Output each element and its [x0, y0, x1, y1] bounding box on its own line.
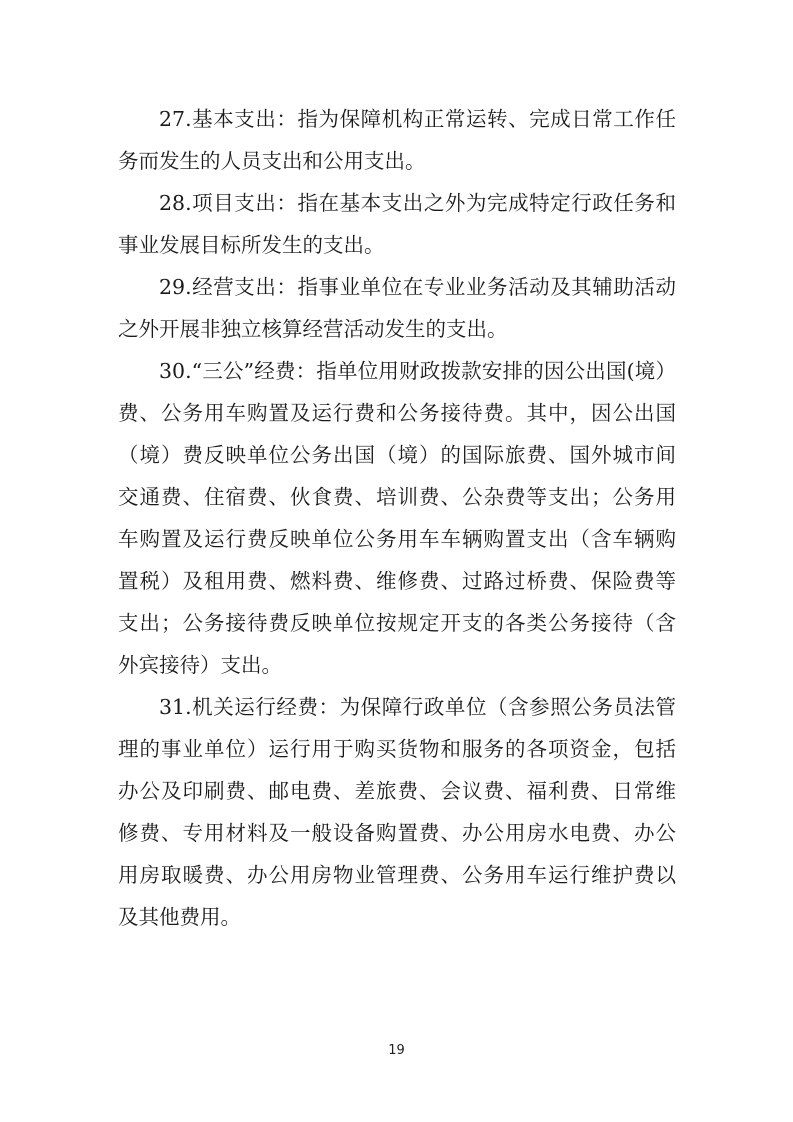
para-31-line-5: 用房取暖费、办公用房物业管理费、公务用车运行维护费以 [118, 863, 676, 887]
para-30-line-6: 置税）及租用费、燃料费、维修费、过路过桥费、保险费等 [118, 569, 676, 593]
para-27-line-1: 27.基本支出：指为保障机构正常运转、完成日常工作任 [159, 107, 676, 131]
para-30-line-1: 30.“三公”经费：指单位用财政拨款安排的因公出国(境） [159, 359, 676, 383]
para-29-line-2: 之外开展非独立核算经营活动发生的支出。 [118, 317, 508, 341]
page-number: 19 [388, 1043, 405, 1058]
para-31-line-2: 理的事业单位）运行用于购买货物和服务的各项资金，包括 [118, 737, 676, 761]
para-27-line-2: 务而发生的人员支出和公用支出。 [118, 149, 426, 173]
para-30-line-7: 支出；公务接待费反映单位按规定开支的各类公务接待（含 [118, 611, 676, 635]
para-30-line-4: 交通费、住宿费、伙食费、培训费、公杂费等支出；公务用 [118, 485, 676, 509]
para-30-line-3: （境）费反映单位公务出国（境）的国际旅费、国外城市间 [118, 443, 676, 467]
para-28-line-1: 28.项目支出：指在基本支出之外为完成特定行政任务和 [159, 191, 676, 215]
para-31-line-1: 31.机关运行经费：为保障行政单位（含参照公务员法管 [159, 695, 676, 719]
para-29-line-1: 29.经营支出：指事业单位在专业业务活动及其辅助活动 [159, 275, 676, 299]
para-28-line-2: 事业发展目标所发生的支出。 [118, 233, 385, 257]
para-31-line-3: 办公及印刷费、邮电费、差旅费、会议费、福利费、日常维 [118, 779, 676, 803]
para-31-line-6: 及其他费用。 [118, 905, 241, 929]
para-31-line-4: 修费、专用材料及一般设备购置费、办公用房水电费、办公 [118, 821, 676, 845]
para-30-line-2: 费、公务用车购置及运行费和公务接待费。其中，因公出国 [118, 401, 676, 425]
para-30-line-8: 外宾接待）支出。 [118, 653, 282, 677]
para-30-line-5: 车购置及运行费反映单位公务用车车辆购置支出（含车辆购 [118, 527, 676, 551]
